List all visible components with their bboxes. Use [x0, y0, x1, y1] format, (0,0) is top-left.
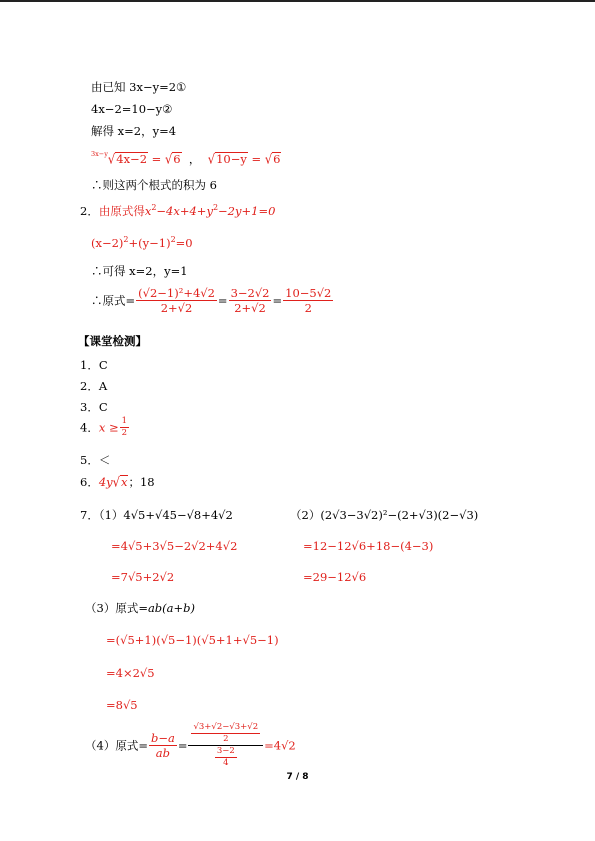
section-title: 【课堂检测】 — [78, 334, 147, 348]
answer-2: 2．A — [80, 379, 108, 393]
radicand-4: 6 — [273, 152, 281, 166]
problem-2-line2: $(x-2)^2+(y-1)^2=0$ — [91, 235, 193, 250]
text-line-solution: 解得 x=2，y=4 — [91, 124, 177, 138]
problem-2-intro: 由原式得 — [98, 204, 145, 218]
q7-2-line2: =12−12√6+18−(4−3) — [303, 539, 434, 553]
radicand-1: 4x−2 — [116, 152, 148, 166]
problem-2-result: ∴原式= $\frac{\text{(√2−1)²+4√2}}{2+√2}$ = $\frac{3-2√2}{2+√2}$ = $\frac{10-5√2}{2}$ — [91, 286, 332, 315]
radical-expression-line: $^{3x-y}$√4x−2 = √6 ， √10−y = √6 — [91, 150, 281, 168]
eq2-b: +(y−1) — [128, 236, 171, 250]
top-rule — [0, 0, 595, 2]
answer-3: 3．C — [80, 400, 108, 414]
q7-1-line3: =7√5+2√2 — [111, 570, 175, 584]
answer-5: 5．＜ — [80, 453, 111, 467]
answer-4: 4．x ≥ $\frac{1}{2}$ — [80, 416, 128, 438]
q7-3-line1: （3）原式=ab(a+b) — [85, 601, 195, 615]
q7-3-line3: =4×2√5 — [106, 666, 155, 680]
answer-1: 1．C — [80, 358, 108, 372]
fraction-2: $\frac{3-2√2}{2+√2}$ — [230, 286, 270, 315]
q7-1-line2: =4√5+3√5−2√2+4√2 — [111, 539, 238, 553]
fraction-b-a-over-ab: $\frac{b-a}{ab}$ — [150, 731, 175, 760]
problem-2-line3: ∴可得 x=2，y=1 — [91, 264, 188, 278]
text-line-known: 由已知 3x−y=2① — [91, 80, 187, 94]
radicand-3: 10−y — [216, 152, 247, 166]
radicand-2: 6 — [173, 152, 181, 166]
q7-2-line1: （2）(2√3−3√2)²−(2+√3)(2−√3) — [290, 508, 479, 522]
problem-2-line1: 2．由原式得$x^2-4x+4+y^2-2y+1=0$ — [80, 203, 276, 218]
root-index: 3x−y — [91, 150, 108, 158]
fraction-half: $\frac{1}{2}$ — [121, 416, 128, 438]
page-number: 7 / 8 — [286, 772, 309, 782]
q7-3-line4: =8√5 — [106, 698, 138, 712]
eq2-a: (x−2) — [91, 236, 124, 250]
problem-number: 2． — [80, 204, 99, 218]
eq2-c: =0 — [175, 236, 193, 250]
text-line-equation2: 4x−2=10−y② — [91, 102, 173, 116]
q7-1-line1: 7．（1）4√5+√45−√8+4√2 — [80, 508, 233, 522]
eq1-mid: −4x+4+y — [156, 204, 213, 218]
compound-fraction: $\frac{\frac{√3+√2-√3+√2}{2}}{\frac{3-2}{4}}$ — [188, 722, 263, 769]
q7-2-line3: =29−12√6 — [303, 570, 367, 584]
answer-6: 6．4y√x；18 — [80, 473, 155, 491]
q7-4-line: （4）原式= $\frac{b-a}{ab}$ = $\frac{\frac{√3+√2-√3+√2}{2}}{\frac{3-2}{4}}$ =4√2 — [85, 722, 296, 768]
text-line-product: ∴则这两个根式的积为 6 — [91, 178, 217, 192]
fraction-1: $\frac{\text{(√2−1)²+4√2}}{2+√2}$ — [138, 286, 215, 315]
orig-label: ∴原式= — [91, 293, 136, 308]
eq1-end: −2y+1=0 — [218, 204, 276, 218]
fraction-3: $\frac{10-5√2}{2}$ — [285, 286, 332, 315]
q7-3-line2: =(√5+1)(√5−1)(√5+1+√5−1) — [106, 633, 279, 647]
